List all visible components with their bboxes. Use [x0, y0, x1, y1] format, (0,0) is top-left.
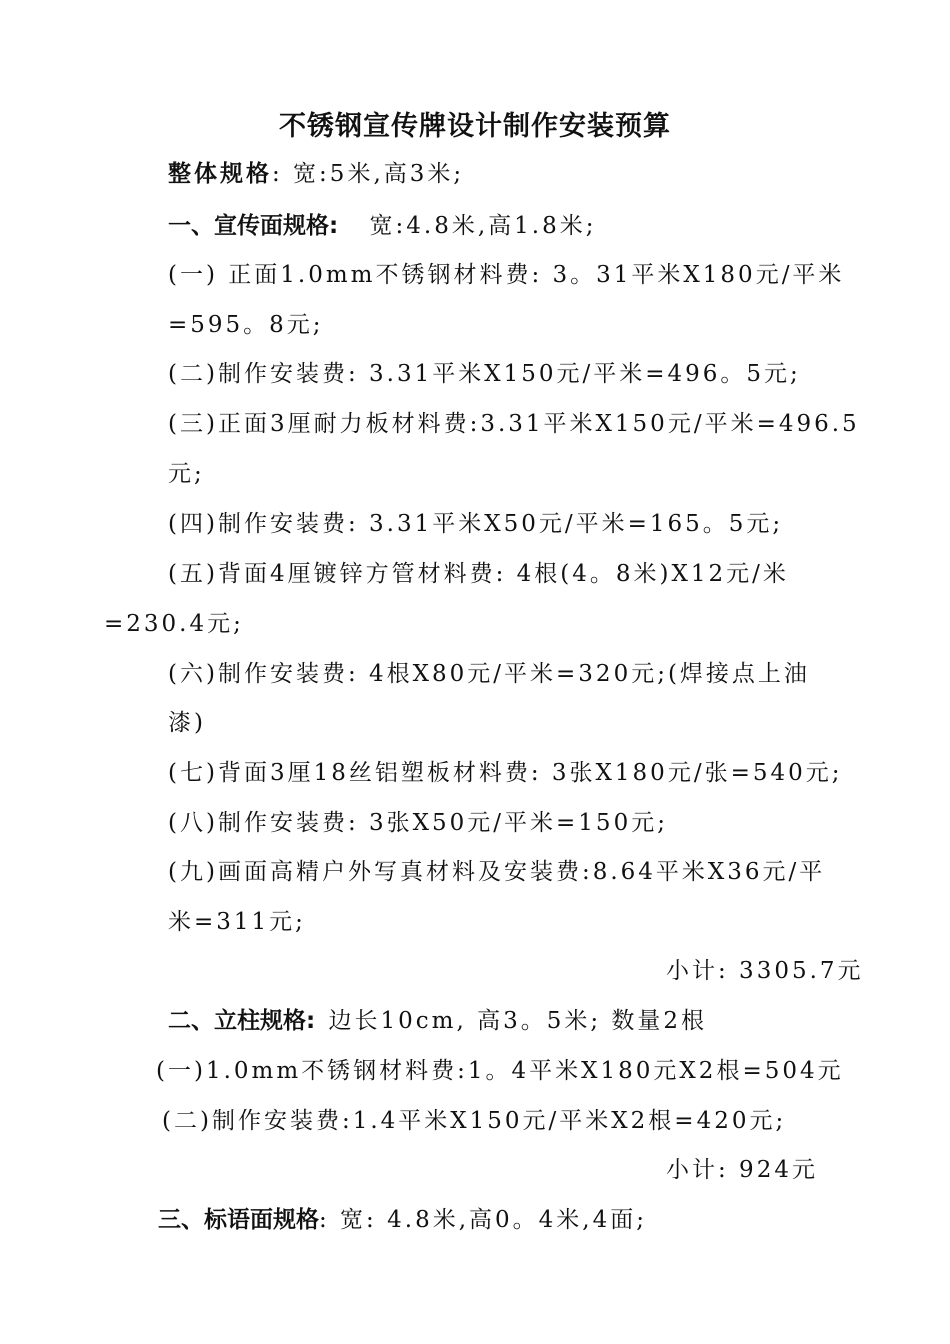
section1-item5-line2: =230.4元;: [104, 611, 244, 637]
section2-spec: 边长10cm, 高3。5米; 数量2根: [328, 1008, 708, 1034]
section2-heading-line: [168, 1006, 707, 1036]
section1-heading: 一、宣传面规格:: [168, 213, 339, 239]
section1-subtotal: 小计: 3305.7元: [666, 958, 864, 984]
section1-item3-line1: (三)正面3厘耐力板材料费:3.31平米X150元/平米=496.5: [168, 411, 860, 437]
section1-item5-line1: (五)背面4厘镀锌方管材料费: 4根(4。8米)X12元/米: [168, 561, 789, 587]
document-title: 不锈钢宣传牌设计制作安装预算: [279, 111, 671, 142]
section1-heading-line: [168, 211, 596, 241]
section1-item2: (二)制作安装费: 3.31平米X150元/平米=496。5元;: [168, 361, 801, 387]
section1-item1-line2: =595。8元;: [168, 312, 324, 338]
overall-spec-text: : 宽:5米,高3米;: [272, 161, 465, 187]
section2-item1: (一)1.0mm不锈钢材料费:1。4平米X180元X2根=504元: [156, 1058, 844, 1084]
section3-spec: : 宽: 4.8米,高0。4米,4面;: [319, 1207, 647, 1233]
overall-spec-line: [168, 159, 464, 189]
section1-item6-line2: 漆): [168, 710, 206, 736]
section1-item3-line2: 元;: [168, 461, 205, 487]
section1-item9-line2: 米=311元;: [168, 909, 306, 935]
section1-item1-line1: (一) 正面1.0mm不锈钢材料费: 3。31平米X180元/平米: [168, 262, 845, 288]
section2-item2: (二)制作安装费:1.4平米X150元/平米X2根=420元;: [162, 1108, 787, 1134]
section1-item7: (七)背面3厘18丝铝塑板材料费: 3张X180元/张=540元;: [168, 760, 843, 786]
overall-spec-label: 整体规格: [168, 161, 272, 187]
section3-heading: 三、标语面规格: [158, 1207, 319, 1233]
section1-item4: (四)制作安装费: 3.31平米X50元/平米=165。5元;: [168, 511, 784, 537]
section1-item6-line1: (六)制作安装费: 4根X80元/平米=320元;(焊接点上油: [168, 661, 810, 687]
section1-item8: (八)制作安装费: 3张X50元/平米=150元;: [168, 810, 668, 836]
section1-item9-line1: (九)画面高精户外写真材料及安装费:8.64平米X36元/平: [168, 859, 826, 885]
section2-subtotal: 小计: 924元: [666, 1157, 818, 1183]
section1-spec: 宽:4.8米,高1.8米;: [369, 213, 597, 239]
section2-heading: 二、立柱规格:: [168, 1008, 316, 1034]
section3-heading-line: [158, 1205, 647, 1235]
